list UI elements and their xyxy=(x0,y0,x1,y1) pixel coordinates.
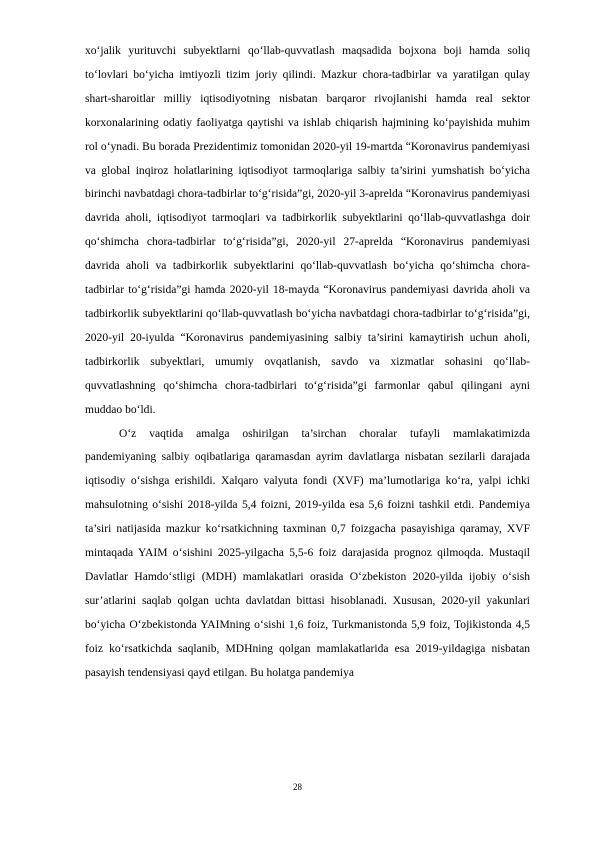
paragraph-1: xo‘jalik yurituvchi subyektlarni qo‘llab-quvvatlash maqsadida bojxona boji hamda soliq to‘lovlari bo‘yicha imtiyozli tizim joriy qilindi. Mazkur chora-tadbirlar va yaratilgan qulay shart-sharoitlar milliy iqtisodiyotning nisbatan barqaror rivojlanishi hamda real sektor korxonalarining odatiy faoliyatga qaytishi va ishlab chiqarish hajmining ko‘payishida muhim rol o‘ynadi. Bu borada Prezidentimiz tomonidan 2020-yil 19-martda “Koronavirus pandemiyasi va global inqiroz holatlarining iqtisodiyot tarmoqlariga salbiy ta’sirini yumshatish bo‘yicha birinchi navbatdagi chora-tadbirlar to‘g‘risida”gi, 2020-yil 3-aprelda “Koronavirus pandemiyasi davrida aholi, iqtisodiyot tarmoqlari va tadbirkorlik subyektlarini qo‘llab-quvvatlashga doir qo‘shimcha chora-tadbirlar to‘g‘risida”gi, 2020-yil 27-aprelda “Koronavirus pandemiyasi davrida aholi va tadbirkorlik subyektlarini qo‘llab-quvvatlash bo‘yicha qo‘shimcha chora-tadbirlar to‘g‘risida”gi hamda 2020-yil 18-mayda “Koronavirus pandemiyasi davrida aholi va tadbirkorlik subyektlarini qo‘llab-quvvatlash bo‘yicha navbatdagi chora-tadbirlar to‘g‘risida”gi, 2020-yil 20-iyulda “Koronavirus pandemiyasining salbiy ta’sirini kamaytirish uchun aholi, tadbirkorlik subyektlari, umumiy ovqatlanish, savdo va xizmatlar sohasini qo‘llab-quvvatlashning qo‘shimcha chora-tadbirlari to‘g‘risida”gi farmonlar qabul qilingani ayni muddao bo‘ldi. xyxy=(85,45,530,416)
paragraph-2: O‘z vaqtida amalga oshirilgan ta’sirchan choralar tufayli mamlakatimizda pandemiyaning salbiy oqibatlariga qaramasdan ayrim davlatlarga nisbatan sezilarli darajada iqtisodiy o‘sishga erishildi. Xalqaro valyuta fondi (XVF) ma’lumotlariga ko‘ra, yalpi ichki mahsulotning o‘sishi 2018-yilda 5,4 foizni, 2019-yilda esa 5,6 foizni tashkil etdi. Pandemiya ta’siri natijasida mazkur ko‘rsatkichning taxminan 0,7 foizgacha pasayishiga qaramay, XVF mintaqada YAIM o‘sishini 2025-yilgacha 5,5-6 foiz darajasida prognoz qilmoqda. Mustaqil Davlatlar Hamdo‘stligi (MDH) mamlakatlari orasida O‘zbekiston 2020-yilda ijobiy o‘sish sur’atlarini saqlab qolgan uchta davlatdan bittasi hisoblanadi. Xususan, 2020-yil yakunlari bo‘yicha O‘zbekistonda YAIMning o‘sishi 1,6 foiz, Turkmanistonda 5,9 foiz, Tojikistonda 4,5 foiz ko‘rsatkichda saqlanib, MDHning qolgan mamlakatlarida esa 2019-yildagiga nisbatan pasayish tendensiyasi qayd etilgan. Bu holatga pandemiya xyxy=(85,427,530,679)
document-page xyxy=(85,40,530,685)
page-number: 28 xyxy=(293,782,302,792)
